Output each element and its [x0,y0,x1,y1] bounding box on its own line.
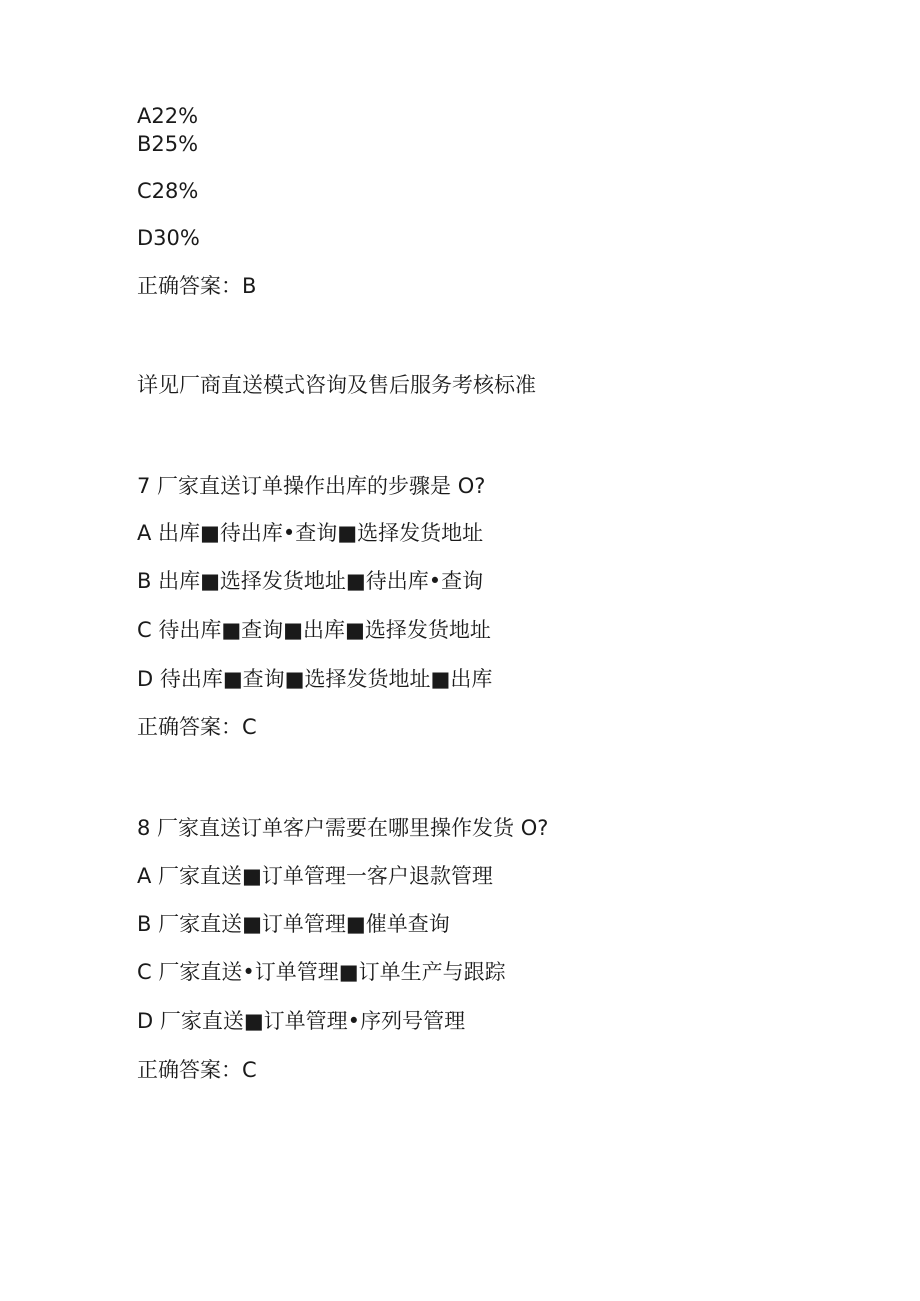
q7-option-a: A 出库■待出库•查询■选择发货地址 [137,521,484,545]
q7-question: 7 厂家直送订单操作出库的步骤是 O? [137,474,486,498]
q6-note: 详见厂商直送模式咨询及售后服务考核标准 [137,373,536,397]
q8-option-a: A 厂家直送■订单管理一客户退款管理 [137,864,493,888]
q6-option-c: C28% [137,179,199,203]
q6-answer: 正确答案：B [137,274,257,298]
q7-option-b: B 出库■选择发货地址■待出库•查询 [137,569,484,593]
q8-option-c: C 厂家直送•订单管理■订单生产与跟踪 [137,960,506,984]
q8-option-d: D 厂家直送■订单管理•序列号管理 [137,1009,466,1033]
q8-option-b: B 厂家直送■订单管理■催单查询 [137,912,450,936]
q6-option-b: B25% [137,132,199,156]
q6-option-a: A22% [137,104,199,128]
q8-answer: 正确答案：C [137,1058,257,1082]
q7-option-d: D 待出库■查询■选择发货地址■出库 [137,667,493,691]
q6-option-d: D30% [137,226,200,250]
q8-question: 8 厂家直送订单客户需要在哪里操作发货 O? [137,816,549,840]
q7-answer: 正确答案：C [137,715,257,739]
q7-option-c: C 待出库■查询■出库■选择发货地址 [137,618,491,642]
